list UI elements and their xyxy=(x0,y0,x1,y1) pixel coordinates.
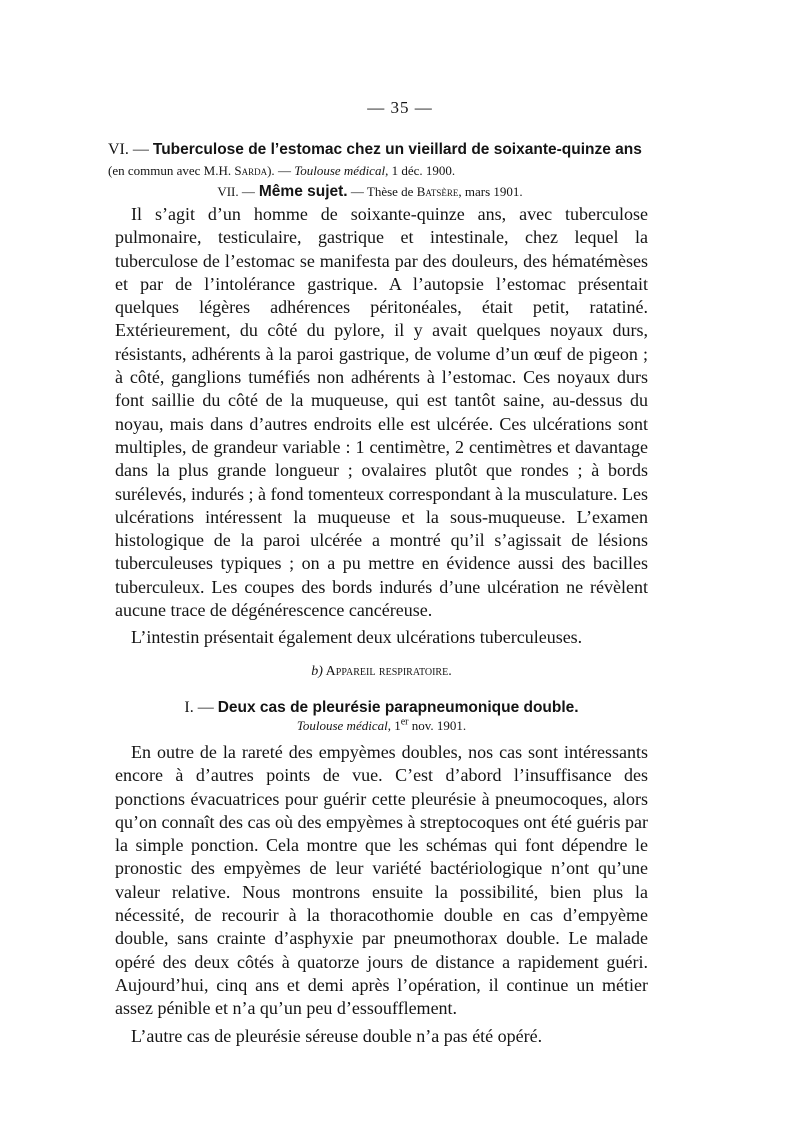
section-i-reference xyxy=(115,718,648,734)
page-number: — 35 — xyxy=(367,98,433,117)
section-vii-ref-suffix: , mars 1901. xyxy=(458,184,523,199)
section-vii-numeral: VII. — xyxy=(217,184,255,199)
section-vi-collab-suffix: ). xyxy=(267,163,275,178)
section-i-numeral: I. — xyxy=(184,699,214,716)
section-vii-ref-name: Batsère xyxy=(416,184,459,199)
subsection-heading xyxy=(115,664,648,680)
section-vi-date: , 1 déc. 1900. xyxy=(385,163,456,178)
section-vi-numeral: VI. — xyxy=(108,141,149,158)
section-vii-heading xyxy=(180,181,560,202)
paragraph: L’autre cas de pleurésie séreuse double n’a pas été opéré. xyxy=(131,1025,543,1046)
section-vi-heading xyxy=(108,139,648,181)
paragraph: En outre de la rareté des empyèmes doubles, nos cas sont intéressants encore à d’autres points de vue. C’est d’abord l’insuffisance des ponctions évacuatrices pour guérir cette pleurésie à pneumocoques, alors qu’on connaît des cas où des empyèmes à streptocoques ont été guéris par la simple ponction. Cela montre que les schémas qui font dépendre le pronostic des empyèmes de leur variété bactériologique n’ont qu’une valeur relative. Nous montrons ensuite la possibilité, bien plus la nécessité, de recourir à la thoracothomie double en cas d’empyème double, sans crainte d’asphyxie par pneumothorax double. Le malade opéré des deux côtés à quatorze jours de distance a rapidement guéri. Aujourd’hui, cinq ans et demi après l’opération, il continue un métier assez pénible et n’a qu’un peu d’essoufflement. xyxy=(115,742,648,1019)
paragraph: L’intestin présentait également deux ulcérations tuberculeuses. xyxy=(131,627,583,648)
section-vi-dash: — xyxy=(274,163,295,178)
section-vii-title: Même sujet. xyxy=(258,183,348,200)
section-vi-collab-prefix: (en commun avec M.H. xyxy=(108,163,235,178)
section-i-journal: Toulouse médical xyxy=(296,718,388,733)
subsection-title: Appareil respiratoire. xyxy=(322,664,452,679)
section-vii-ref-prefix: — Thèse de xyxy=(347,184,417,199)
section-vi-title: Tuberculose de l’estomac chez un vieillard de soixante-quinze ans xyxy=(152,141,642,158)
section-i-title: Deux cas de pleurésie parapneumonique double. xyxy=(217,699,579,716)
section-i-date-suffix: nov. 1901. xyxy=(408,718,467,733)
section-vi-collab-name: Sarda xyxy=(234,163,268,178)
section-i-heading xyxy=(115,697,648,718)
section-i-date-prefix: , 1 xyxy=(387,718,401,733)
section-i-date-sup: er xyxy=(400,716,409,728)
section-vi-journal: Toulouse médical xyxy=(294,163,386,178)
body-text-2 xyxy=(115,741,648,1048)
paragraph: Il s’agit d’un homme de soixante-quinze ans, avec tuberculose pulmonaire, testiculaire, gastrique et intestinale, chez lequel la tuberculose de l’estomac se manifesta par des douleurs, des hématémèses et par de l’intolérance gastrique. A l’autopsie l’estomac présentait quelques légères adhérences péritonéales, était petit, ratatiné. Extérieurement, du côté du pylore, il y avait quelques noyaux durs, résistants, adhérents à la paroi gastrique, de volume d’un œuf de pigeon ; à côté, ganglions tuméfiés non adhérents à l’estomac. Ces noyaux durs font saillie du côté de la muqueuse, qui est tantôt saine, au-dessus du noyau, mais dans d’autres endroits elle est ulcérée. Ces ulcérations sont multiples, de grandeur variable : 1 centimètre, 2 centimètres et davantage dans la plus grande longueur ; ovalaires plutôt que rondes ; à bords surélevés, indurés ; à fond tomenteux correspondant à la musculature. Les ulcérations intéressent la muqueuse et la sous-muqueuse. L’examen histologique de la paroi ulcérée a montré qu’il s’agissait de lésions tuberculeuses typiques ; on a pu mettre en évidence aussi des bacilles tuberculeux. Les coupes des bords indurés d’une ulcération ne révèlent aucune trace de dégénérescence cancéreuse. xyxy=(115,204,648,621)
subsection-letter: b) xyxy=(311,664,323,679)
body-text-1 xyxy=(115,203,648,650)
